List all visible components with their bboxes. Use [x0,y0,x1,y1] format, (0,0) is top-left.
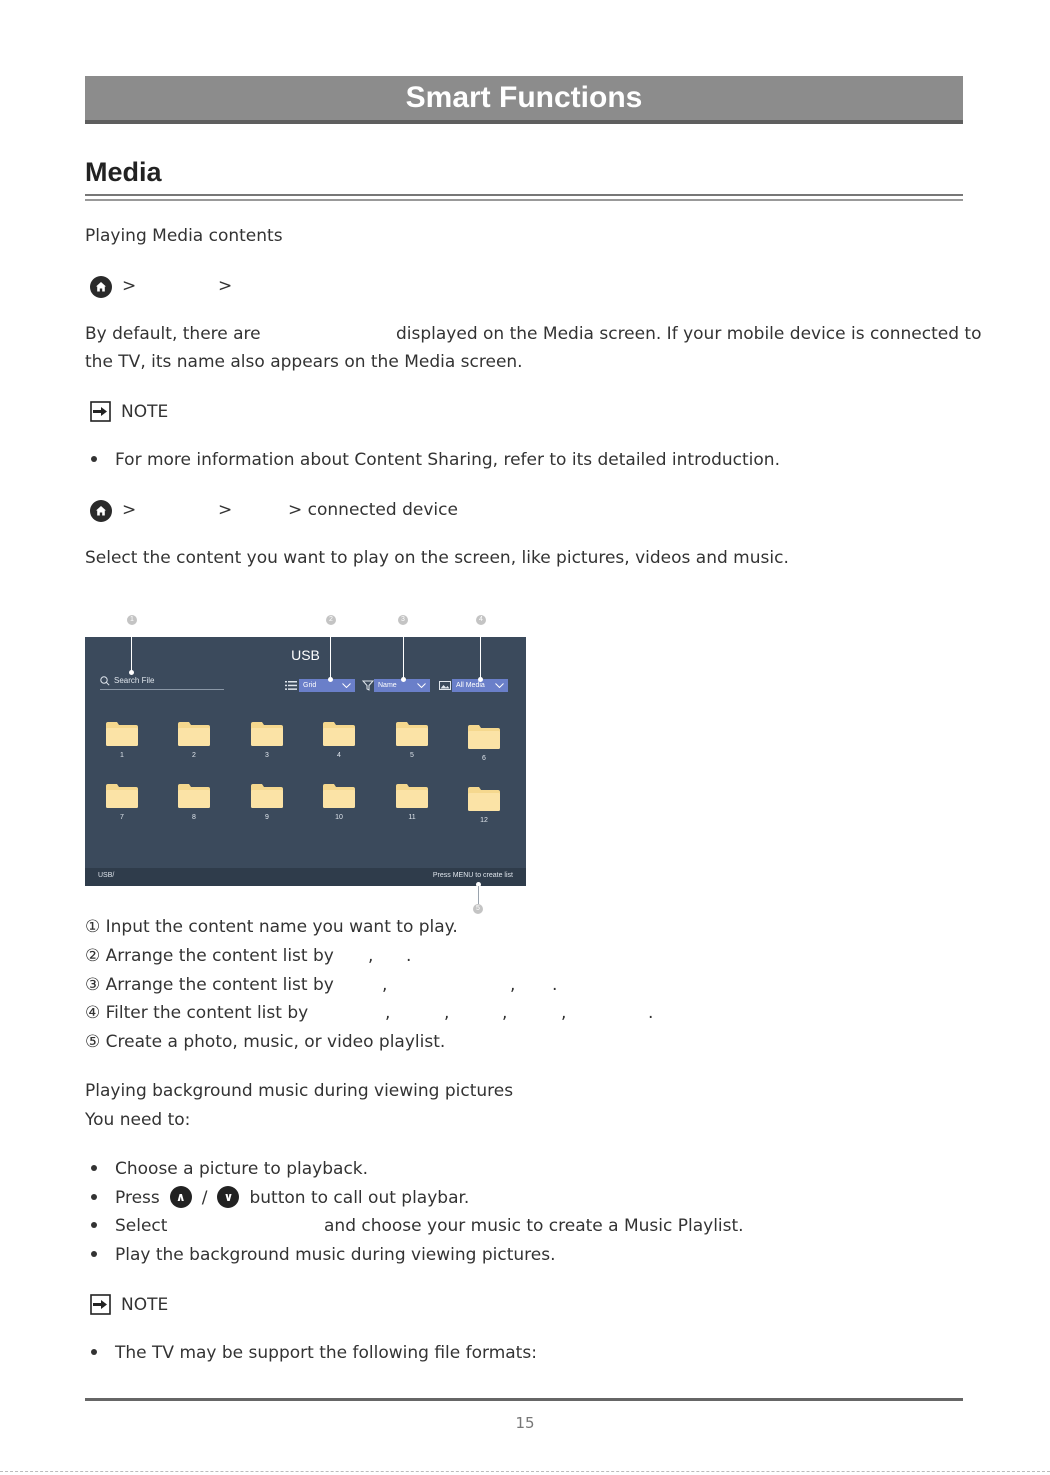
note-2-bullet [85,1343,537,1363]
status-bar [85,868,526,886]
callout-2-dot [328,677,333,682]
legend-item-4-sep-3: , [502,1003,508,1023]
bg-music-bullet-3 [85,1216,167,1236]
folder-icon [106,722,138,746]
folder-icon [178,722,210,746]
bg-music-bullet-4 [85,1245,556,1265]
callout-2-line [330,637,331,679]
intro-heading: Playing Media contents [85,226,283,246]
search-icon [100,676,110,686]
page-number: 15 [515,1414,535,1432]
bullet-dot [91,1349,97,1355]
sort-dropdown-value: Name [378,682,397,689]
path2-connected-device: > connected device [288,500,458,520]
legend-item-2: ② Arrange the content list by [85,946,334,966]
folder-label: 7 [120,814,124,821]
callout-3-line [403,637,404,679]
chevron-down-icon [495,683,504,688]
folder-label: 5 [410,752,414,759]
default-text-part-a: By default, there are [85,324,261,344]
folder-icon [323,722,355,746]
bg-music-bullet-4-text: Play the background music during viewing pictures. [115,1245,556,1265]
legend-item-3: ③ Arrange the content list by [85,975,334,995]
bullet-dot [91,1194,97,1200]
callout-1: 1 [127,615,137,625]
section-title: Media [85,157,162,187]
folder-item[interactable] [396,722,428,762]
folder-label: 8 [192,814,196,821]
note-1-label: NOTE [121,401,169,422]
callout-2: 2 [326,615,336,625]
up-key-icon: ∧ [170,1186,192,1208]
folder-icon [396,784,428,808]
legend-item-4-sep-1: , [385,1003,391,1023]
folder-item[interactable] [251,784,283,824]
folder-label: 12 [480,817,488,824]
default-text-part-b: displayed on the Media screen. If your mobile device is connected to [396,324,982,344]
legend-item-3-sep-1: , [382,975,388,995]
home-icon [90,276,112,298]
callout-1-line [131,637,132,672]
folder-item[interactable] [106,722,138,762]
bottom-dashed-line [0,1471,1050,1472]
note-2 [90,1294,168,1315]
note-1-bullet-text: For more information about Content Sharing, refer to its detailed introduction. [115,450,780,470]
select-content-text: Select the content you want to play on the screen, like pictures, videos and music. [85,548,789,568]
path1-separator-1: > [122,276,137,296]
bullet-dot [91,1251,97,1257]
path2-separator-1: > [122,500,137,520]
bullet-dot [91,1222,97,1228]
callout-4: 4 [476,615,486,625]
folder-icon [106,784,138,808]
folder-icon [396,722,428,746]
folder-item[interactable] [106,784,138,824]
folder-icon [468,787,500,811]
legend-item-3-sep-2: , [510,975,516,995]
folder-label: 4 [337,752,341,759]
folder-item[interactable] [178,784,210,824]
legend-item-4-sep-4: , [561,1003,567,1023]
path1-separator-2: > [218,276,233,296]
bg-music-bullet-3-text-b: and choose your music to create a Music Playlist. [324,1216,744,1236]
list-icon [285,680,297,691]
search-placeholder: Search File [114,676,155,685]
view-dropdown[interactable] [299,679,355,692]
folder-icon [468,725,500,749]
bg-music-heading: Playing background music during viewing pictures [85,1081,514,1101]
note-icon [90,401,111,422]
bg-music-bullet-2 [85,1188,469,1210]
path2-separator-2: > [218,500,233,520]
callout-4-line [480,637,481,679]
folder-label: 3 [265,752,269,759]
folder-label: 9 [265,814,269,821]
callout-3: 3 [398,615,408,625]
down-key-icon: ∨ [217,1186,239,1208]
folder-item[interactable] [323,784,355,824]
folder-label: 2 [192,752,196,759]
legend-item-4-sep-2: , [444,1003,450,1023]
default-text-part-c: the TV, its name also appears on the Media screen. [85,352,523,372]
chevron-down-icon [342,683,351,688]
folder-icon [251,722,283,746]
bg-music-bullet-3-text-a: Select [115,1216,168,1236]
note-1-bullet [85,450,780,470]
folder-item[interactable] [178,722,210,762]
callout-4-dot [478,677,483,682]
folder-item[interactable] [396,784,428,824]
legend-item-4-sep-5: . [648,1003,654,1023]
chevron-down-icon [417,683,426,688]
bg-music-bullet-2-text-b: button to call out playbar. [249,1188,470,1208]
legend-item-2-sep-2: . [406,946,412,966]
folder-label: 6 [482,755,486,762]
section-rule-top [85,194,963,196]
picture-icon [439,680,451,691]
legend-item-2-sep-1: , [368,946,374,966]
folder-item[interactable] [468,725,500,765]
bullet-dot [91,1165,97,1171]
search-input[interactable] [100,672,224,690]
folder-label: 11 [408,814,416,821]
legend-item-1: ① Input the content name you want to play. [85,917,458,937]
legend-item-3-sep-3: . [552,975,558,995]
media-screen-title: USB [291,647,320,663]
legend-item-5: ⑤ Create a photo, music, or video playlist. [85,1032,446,1052]
bg-music-need: You need to: [85,1110,191,1130]
chapter-banner: Smart Functions [85,76,963,124]
folder-item[interactable] [468,787,500,827]
note-icon [90,1294,111,1315]
media-filter-dropdown-value: All Media [456,682,485,689]
note-2-label: NOTE [121,1294,169,1315]
legend-item-4: ④ Filter the content list by [85,1003,309,1023]
bullet-dot [91,456,97,462]
bg-music-bullet-1 [85,1159,368,1179]
view-dropdown-value: Grid [303,682,317,689]
status-hint: Press MENU to create list [432,872,513,879]
filter-sort-icon [362,680,374,691]
folder-icon [178,784,210,808]
section-rule-bottom [85,199,963,201]
folder-label: 10 [335,814,343,821]
folder-label: 1 [120,752,124,759]
folder-icon [323,784,355,808]
folder-item[interactable] [323,722,355,762]
bg-music-bullet-2-slash: / [201,1188,208,1208]
callout-5: 5 [473,904,483,914]
note-1 [90,401,168,422]
note-2-bullet-text: The TV may be support the following file formats: [115,1343,537,1363]
bg-music-bullet-2-text-a: Press [115,1188,160,1208]
status-path: USB/ [98,872,115,879]
folder-icon [251,784,283,808]
callout-3-dot [401,677,406,682]
media-screen-mock [85,637,526,886]
home-icon-2 [90,500,112,522]
folder-item[interactable] [251,722,283,762]
callout-5-line [478,886,479,904]
bg-music-bullet-1-text: Choose a picture to playback. [115,1159,369,1179]
callout-1-dot [129,670,134,675]
footer-rule [85,1398,963,1401]
callout-5-dot [476,882,481,886]
